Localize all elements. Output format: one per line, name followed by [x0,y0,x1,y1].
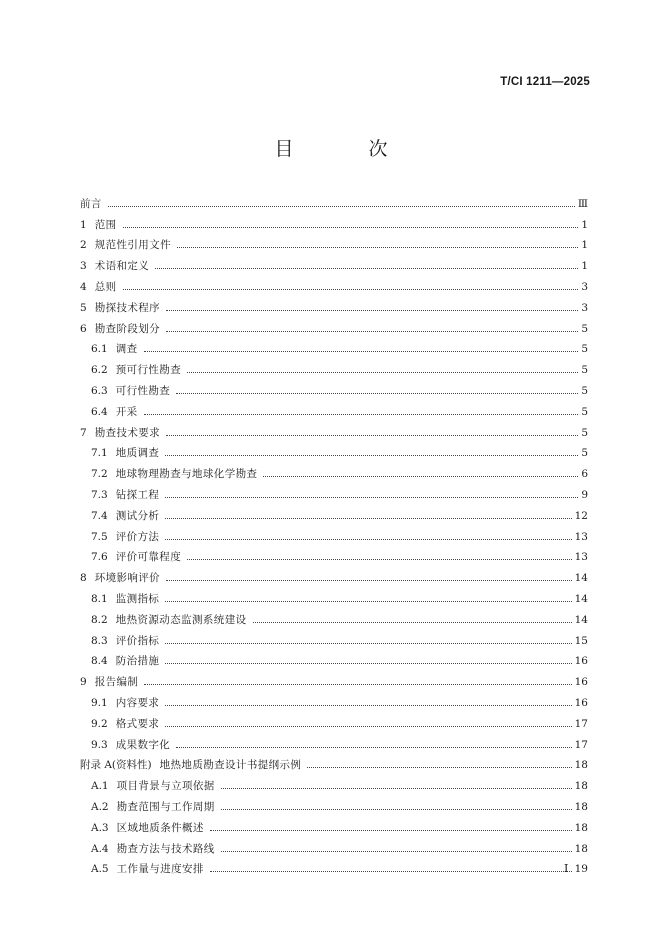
dot-leader [166,331,578,332]
toc-entry-number: 8.3 [91,634,108,647]
toc-entry-number: 7.5 [91,530,108,543]
toc-entry-page: 5 [581,447,588,460]
toc-entry[interactable] [80,398,588,419]
dot-leader [176,393,578,394]
page-number: I [564,862,569,875]
dot-leader [166,580,572,581]
dot-leader [210,830,572,831]
dot-leader [165,455,578,456]
toc-entry-label: 测试分析 [115,509,160,522]
toc-entry[interactable] [80,793,588,814]
toc-entry-page: 3 [581,280,588,293]
toc-entry-label: 项目背景与立项依据 [116,780,215,793]
toc-entry-label: 内容要求 [115,696,160,709]
toc-entry-number: A.4 [91,842,109,855]
toc-entry-page: 13 [574,551,588,564]
toc-entry-page: 9 [581,488,588,501]
toc-entry-number: 7 [80,426,87,439]
toc-entry[interactable] [80,356,588,377]
toc-entry-label: 地热资源动态监测系统建设 [115,613,247,626]
toc-entry-label: 格式要求 [115,717,160,730]
dot-leader [144,414,579,415]
toc-entry-label: 规范性引用文件 [94,239,171,252]
dot-leader [144,684,571,685]
toc-entry-number: A.3 [91,821,109,834]
dot-leader [166,310,578,311]
dot-leader [221,851,572,852]
document-code: T/CI 1211—2025 [500,76,590,88]
toc-entry-page: 16 [574,655,588,668]
toc-entry-number: 9 [80,676,87,689]
toc-entry[interactable] [80,481,588,502]
toc-entry-page: 19 [574,863,588,876]
toc-entry-label: 报告编制 [94,676,139,689]
toc-title: 目 次 [274,138,416,160]
toc-entry-label: 成果数字化 [115,738,171,751]
toc-entry-label: 前言 [80,197,102,210]
toc-entry[interactable] [80,772,588,793]
toc-entry-label: 总则 [94,280,117,293]
toc-entry-number: 6.2 [91,364,108,377]
toc-entry-label: 预可行性勘查 [115,364,182,377]
toc-entry-page: 13 [574,530,588,543]
dot-leader [165,663,571,664]
toc-entry-page: Ⅲ [577,197,588,210]
toc-entry[interactable] [80,336,588,357]
toc-entry-label: 勘查阶段划分 [94,322,161,335]
toc-entry-label: 防治措施 [115,655,160,668]
toc-entry-label: 地球物理勘查与地球化学勘查 [115,468,258,481]
toc-entry-label: 勘查方法与技术路线 [116,842,215,855]
toc-entry-label: 评价方法 [115,530,160,543]
toc-entry-number: A.2 [91,800,109,813]
dot-leader [165,643,571,644]
dot-leader [165,518,571,519]
toc-entry-page: 5 [581,343,588,356]
toc-entry-page: 18 [574,842,588,855]
toc-entry-number: A.5 [91,863,109,876]
toc-entry[interactable] [80,856,588,877]
dot-leader [210,871,572,872]
toc-entry-number: 6.4 [91,405,108,418]
toc-entry-page: 1 [581,260,588,273]
toc-entry-number: 5 [80,301,87,314]
toc-entry[interactable] [80,814,588,835]
toc-entry[interactable] [80,523,588,544]
toc-entry-number: 8.1 [91,592,108,605]
toc-entry-number: 8 [80,572,87,585]
toc-entry-number: 9.3 [91,738,108,751]
toc-entry[interactable] [80,627,588,648]
toc-entry-page: 18 [574,800,588,813]
toc-entry-page: 6 [581,468,588,481]
toc-entry-label: 调查 [115,343,138,356]
toc-entry-page: 12 [574,509,588,522]
dot-leader [253,622,572,623]
dot-leader [263,476,578,477]
dot-leader [165,539,571,540]
toc-entry[interactable] [80,273,588,294]
toc-entry-label: 钻探工程 [115,488,160,501]
toc-entry[interactable] [80,502,588,523]
toc-entry-page: 5 [581,405,588,418]
toc-entry-page: 5 [581,322,588,335]
dot-leader [165,601,571,602]
toc-entry[interactable] [80,606,588,627]
toc-entry-label: 工作量与进度安排 [116,863,204,876]
toc-entry-number: 7.6 [91,551,108,564]
toc-entry-label: 评价指标 [115,634,160,647]
toc-entry-page: 18 [574,821,588,834]
toc-entry-number: 9.1 [91,696,108,709]
toc-entry-number: 7.3 [91,488,108,501]
dot-leader [221,788,572,789]
toc-entry[interactable] [80,419,588,440]
toc-entry-page: 17 [574,738,588,751]
toc-entry-label: 开采 [115,405,138,418]
dot-leader [155,268,578,269]
toc-entry[interactable] [80,564,588,585]
toc-entry[interactable] [80,190,588,211]
toc-entry-page: 16 [574,676,588,689]
toc-entry-number: 6.3 [91,384,108,397]
toc-entry[interactable] [80,315,588,336]
toc-entry-number: 4 [80,280,87,293]
toc-entry[interactable] [80,460,588,481]
dot-leader [176,747,571,748]
toc-entry-page: 14 [574,613,588,626]
toc-entry[interactable] [80,731,588,752]
toc-entry[interactable] [80,377,588,398]
toc-entry-page: 14 [574,592,588,605]
toc-entry-label: 地质调查 [115,447,160,460]
dot-leader [187,559,572,560]
toc-entry-number: A.1 [91,780,109,793]
dot-leader [144,351,579,352]
dot-leader [165,726,571,727]
toc-entry[interactable] [80,668,588,689]
toc-entry-page: 1 [581,239,588,252]
toc-entry-page: 5 [581,426,588,439]
toc-entry-label: 地热地质勘查设计书提纲示例 [159,759,302,772]
toc-entry[interactable] [80,211,588,232]
toc-entry-number: 7.4 [91,509,108,522]
toc-entry[interactable] [80,835,588,856]
toc-entry-page: 1 [581,218,588,231]
dot-leader [166,435,578,436]
toc-entry[interactable] [80,648,588,669]
toc-entry[interactable] [80,752,588,773]
toc-entry-label: 范围 [94,218,117,231]
toc-entry-number: 7.1 [91,447,108,460]
toc-entry[interactable] [80,232,588,253]
dot-leader [307,767,571,768]
dot-leader [221,809,572,810]
dot-leader [165,705,571,706]
toc-entry-number: 9.2 [91,717,108,730]
toc-entry-number: 8.2 [91,613,108,626]
toc-entry-number: 2 [80,239,87,252]
toc-entry[interactable] [80,710,588,731]
toc-entry-page: 16 [574,696,588,709]
toc-entry-number: 3 [80,260,87,273]
toc-entry-number: 6.1 [91,343,108,356]
dot-leader [187,372,578,373]
toc-entry-page: 17 [574,717,588,730]
toc-entry-label: 勘查范围与工作周期 [116,800,215,813]
toc-entry-page: 18 [574,759,588,772]
toc-entry-number: 8.4 [91,655,108,668]
toc-entry-number: 7.2 [91,468,108,481]
toc-entry-label: 区域地质条件概述 [116,821,204,834]
toc-entry-number: 1 [80,218,87,231]
toc-entry[interactable] [80,440,588,461]
dot-leader [177,247,578,248]
toc-entry-number: 附录 A(资料性) [80,759,152,772]
toc-entry[interactable] [80,294,588,315]
toc-entry-number: 6 [80,322,87,335]
toc-entry[interactable] [80,252,588,273]
toc-entry-page: 5 [581,364,588,377]
dot-leader [165,497,578,498]
toc-entry-label: 勘查技术要求 [94,426,161,439]
toc-entry-label: 术语和定义 [94,260,150,273]
toc-entry-page: 18 [574,780,588,793]
dot-leader [108,206,575,207]
toc-entry-label: 评价可靠程度 [115,551,182,564]
dot-leader [123,289,579,290]
toc-entry-page: 15 [574,634,588,647]
toc-entry-label: 监测指标 [115,592,160,605]
toc-entry-label: 环境影响评价 [94,572,161,585]
toc-entry[interactable] [80,689,588,710]
toc-entry-label: 勘探技术程序 [94,301,161,314]
toc-entry-page: 14 [574,572,588,585]
toc-entry-page: 3 [581,301,588,314]
dot-leader [123,227,579,228]
table-of-contents [80,190,588,876]
toc-entry-page: 5 [581,384,588,397]
toc-entry[interactable] [80,544,588,565]
toc-entry[interactable] [80,585,588,606]
toc-entry-label: 可行性勘查 [115,384,171,397]
